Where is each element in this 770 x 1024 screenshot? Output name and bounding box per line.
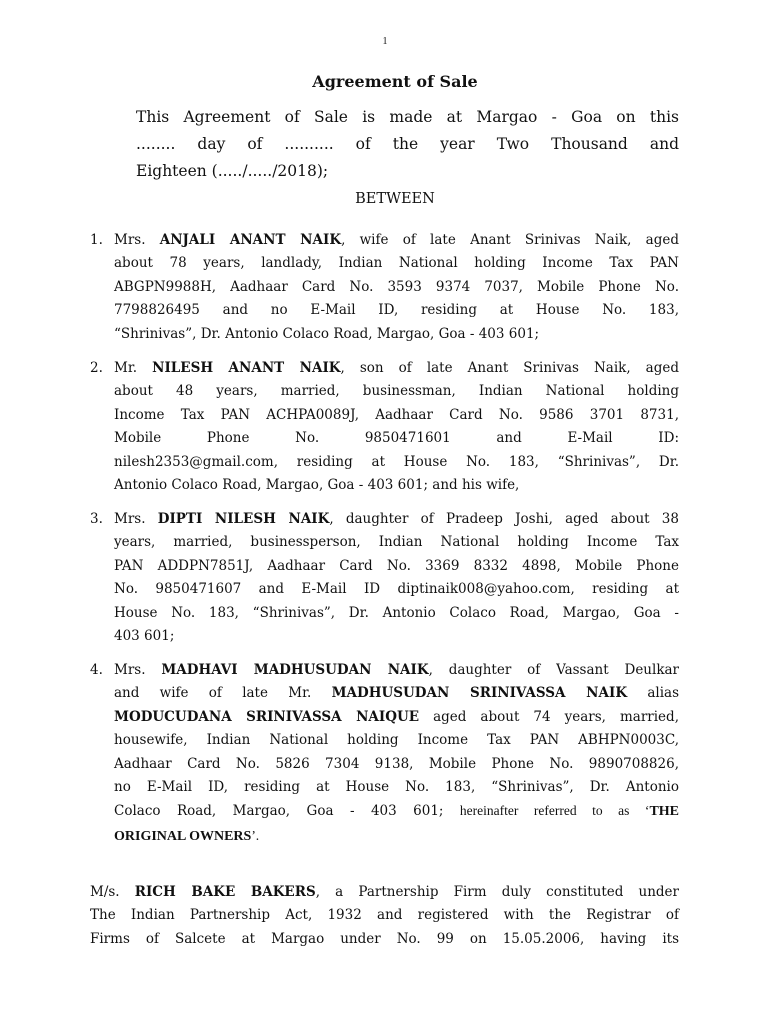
party-line: 403 601; xyxy=(114,628,175,645)
document-title: Agreement of Sale xyxy=(312,72,478,91)
party-name: MADHUSUDAN SRINIVASSA NAIK xyxy=(331,685,628,702)
party-line: MODUCUDANA SRINIVASSA NAIQUE aged about 74 years, married, xyxy=(114,708,679,725)
party-line: Income Tax PAN ACHPA0089J, Aadhaar Card No. 9586 3701 8731, xyxy=(114,406,679,423)
intro-paragraph xyxy=(136,104,679,185)
between-heading: BETWEEN xyxy=(355,191,435,207)
party-line: House No. 183, “Shrinivas”, Dr. Antonio Colaco Road, Margao, Goa - xyxy=(114,604,679,621)
party-line: Mrs. DIPTI NILESH NAIK, daughter of Pradeep Joshi, aged about 38 xyxy=(114,511,679,527)
party-line: “Shrinivas”, Dr. Antonio Colaco Road, Margao, Goa - 403 601; xyxy=(114,325,540,342)
party-line: Mobile Phone No. 9850471601 and E-Mail ID: xyxy=(114,430,679,447)
firm-line: The Indian Partnership Act, 1932 and registered with the Registrar of xyxy=(90,907,679,924)
list-number: 4. xyxy=(90,662,103,678)
party-line: housewife, Indian National holding Income Tax PAN ABHPN0003C, xyxy=(114,732,679,749)
party-3 xyxy=(90,508,679,648)
party-line: and wife of late Mr. MADHUSUDAN SRINIVASSA NAIK alias xyxy=(114,685,679,702)
party-1 xyxy=(90,229,680,346)
party-name: NILESH ANANT NAIK xyxy=(152,360,341,376)
page-number: 1 xyxy=(382,36,388,47)
party-line: Aadhaar Card No. 5826 7304 9138, Mobile Phone No. 9890708826, xyxy=(114,755,679,772)
party-line: Mrs. MADHAVI MADHUSUDAN NAIK, daughter of Vassant Deulkar xyxy=(114,662,680,678)
party-line: no E-Mail ID, residing at House No. 183, “Shrinivas”, Dr. Antonio xyxy=(114,779,679,796)
party-name: MODUCUDANA SRINIVASSA NAIQUE xyxy=(114,708,420,725)
party-line: ABGPN9988H, Aadhaar Card No. 3593 9374 7037, Mobile Phone No. xyxy=(114,278,679,295)
party-line: No. 9850471607 and E-Mail ID diptinaik008@yahoo.com, residing at xyxy=(114,581,679,598)
party-4 xyxy=(90,659,680,848)
party-line: ORIGINAL OWNERS’. xyxy=(114,827,260,844)
party-line: Colaco Road, Margao, Goa - 403 601; hereinafter referred to as ‘THE xyxy=(114,803,680,820)
party-line: Mr. NILESH ANANT NAIK, son of late Anant Srinivas Naik, aged xyxy=(114,360,679,376)
party-line: about 48 years, married, businessman, Indian National holding xyxy=(114,383,679,400)
party-name: MADHAVI MADHUSUDAN NAIK xyxy=(161,662,429,678)
firm-name: RICH BAKE BAKERS xyxy=(134,884,316,900)
list-number: 2. xyxy=(90,360,103,376)
party-name: DIPTI NILESH NAIK xyxy=(157,511,330,527)
party-line: 7798826495 and no E-Mail ID, residing at House No. 183, xyxy=(114,302,679,319)
party-line: nilesh2353@gmail.com, residing at House No. 183, “Shrinivas”, Dr. xyxy=(114,453,679,470)
party-line: about 78 years, landlady, Indian National holding Income Tax PAN xyxy=(114,255,679,272)
party-line: years, married, businessperson, Indian National holding Income Tax xyxy=(114,534,679,551)
intro-line: ........ day of .......... of the year Two Thousand and xyxy=(136,135,679,153)
intro-line: This Agreement of Sale is made at Margao - Goa on this xyxy=(136,108,679,126)
defined-term: ORIGINAL OWNERS xyxy=(114,828,252,844)
party-2 xyxy=(90,357,679,497)
party-line: Mrs. ANJALI ANANT NAIK, wife of late Anant Srinivas Naik, aged xyxy=(114,232,680,248)
party-line: Antonio Colaco Road, Margao, Goa - 403 601; and his wife, xyxy=(114,477,520,494)
list-number: 1. xyxy=(90,232,103,248)
firm-paragraph xyxy=(90,881,679,951)
firm-line: Firms of Salcete at Margao under No. 99 on 15.05.2006, having its xyxy=(90,930,679,947)
intro-line: Eighteen (...../...../2018); xyxy=(136,162,329,180)
list-number: 3. xyxy=(90,511,103,527)
party-line: PAN ADDPN7851J, Aadhaar Card No. 3369 8332 4898, Mobile Phone xyxy=(114,557,679,574)
party-name: ANJALI ANANT NAIK xyxy=(159,232,342,248)
firm-line: M/s. RICH BAKE BAKERS, a Partnership Firm duly constituted under xyxy=(90,884,680,900)
